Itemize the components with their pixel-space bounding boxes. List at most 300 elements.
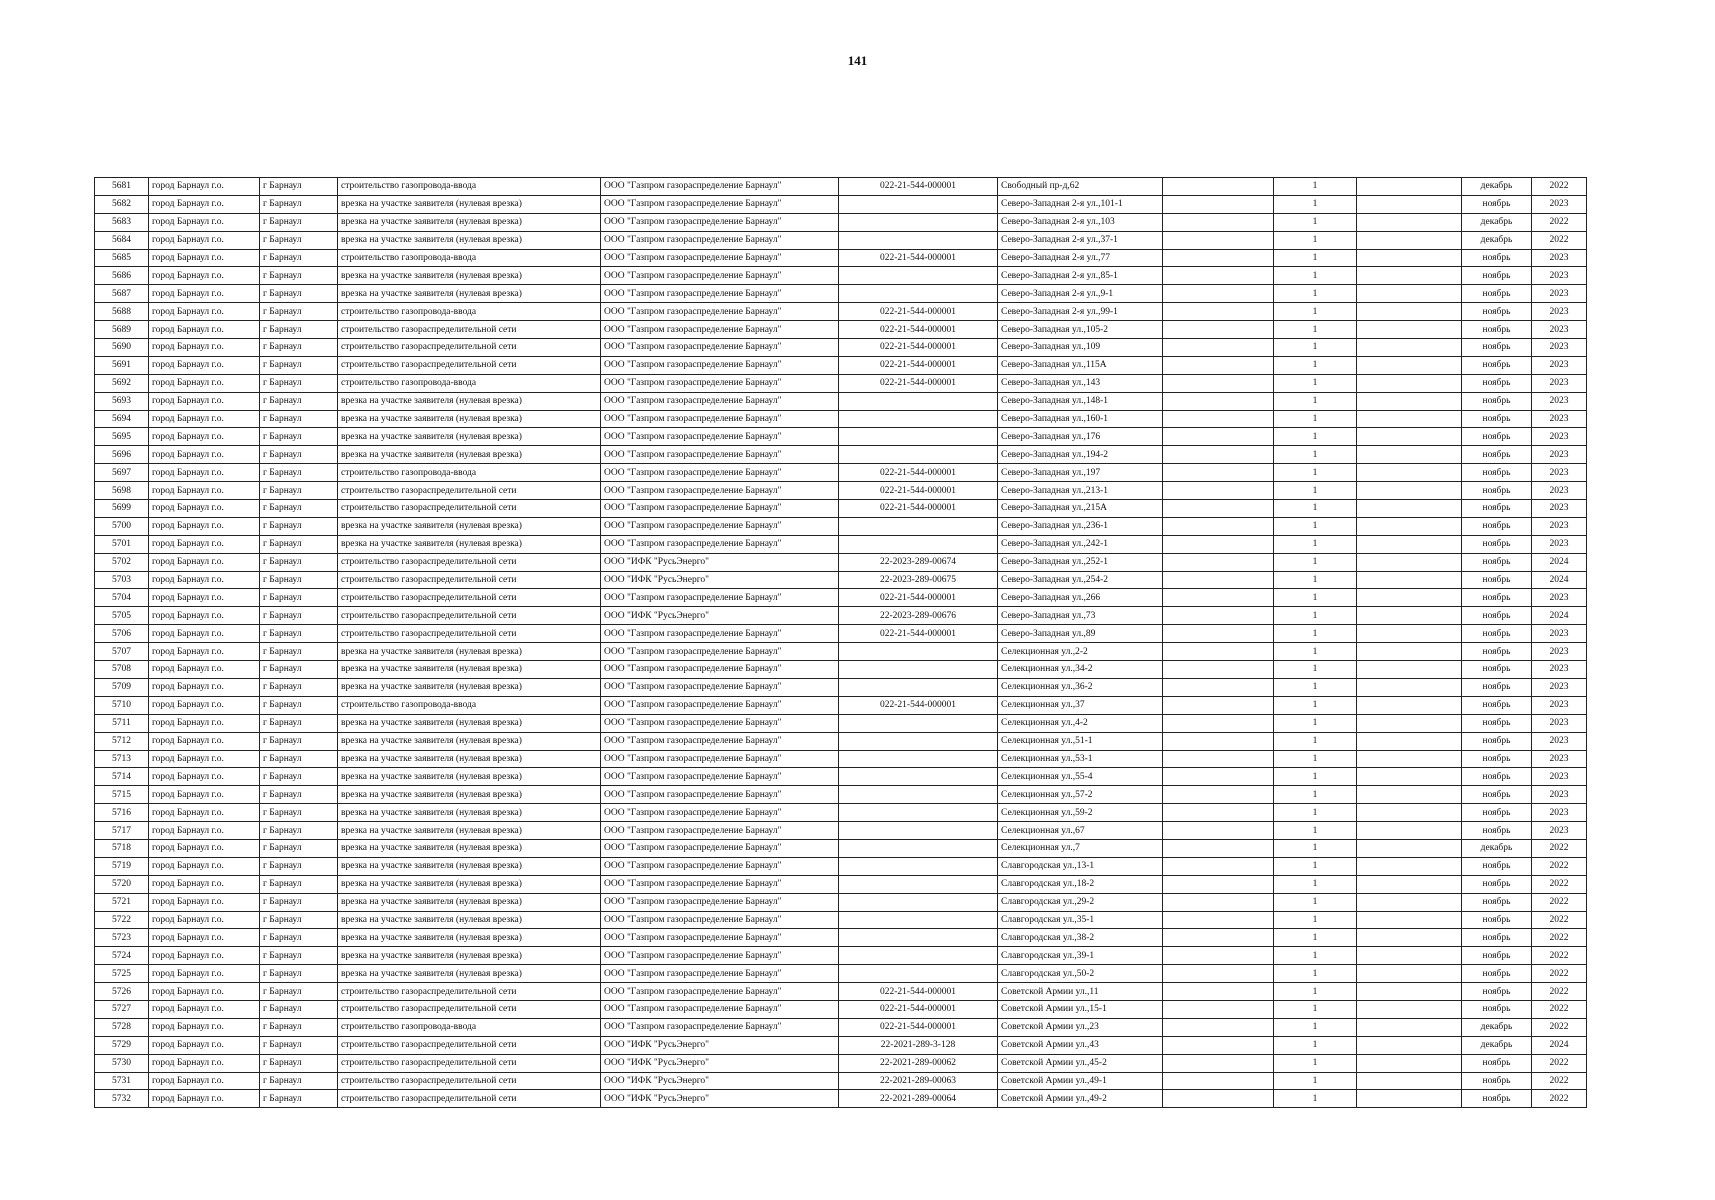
object-count-cell: 1 — [1274, 303, 1357, 321]
completion-year-cell: 2023 — [1532, 517, 1587, 535]
completion-month-cell: ноябрь — [1462, 410, 1532, 428]
work-type-cell: строительство газораспределительной сети — [338, 571, 601, 589]
address-cell: Селекционная ул.,36-2 — [998, 678, 1163, 696]
contract-number-cell: 022-21-544-000001 — [839, 178, 998, 196]
settlement-cell: г Барнаул — [260, 929, 338, 947]
settlement-cell: г Барнаул — [260, 678, 338, 696]
completion-month-cell: ноябрь — [1462, 893, 1532, 911]
municipality-cell: город Барнаул г.о. — [149, 249, 260, 267]
settlement-cell: г Барнаул — [260, 822, 338, 840]
contract-number-cell: 022-21-544-000001 — [839, 696, 998, 714]
work-type-cell: строительство газораспределительной сети — [338, 589, 601, 607]
table-row — [95, 464, 1587, 482]
record-number-cell: 5724 — [95, 947, 149, 965]
organization-cell: ООО "Газпром газораспределение Барнаул" — [601, 213, 839, 231]
contract-number-cell: 022-21-544-000001 — [839, 356, 998, 374]
work-type-cell: строительство газопровода-ввода — [338, 464, 601, 482]
record-number-cell: 5711 — [95, 714, 149, 732]
settlement-cell: г Барнаул — [260, 410, 338, 428]
address-cell: Селекционная ул.,57-2 — [998, 786, 1163, 804]
organization-cell: ООО "ИФК "РусьЭнерго" — [601, 607, 839, 625]
organization-cell: ООО "Газпром газораспределение Барнаул" — [601, 446, 839, 464]
address-cell: Славгородская ул.,38-2 — [998, 929, 1163, 947]
empty-field-cell — [1357, 839, 1462, 857]
address-cell: Северо-Западная ул.,242-1 — [998, 535, 1163, 553]
municipality-cell: город Барнаул г.о. — [149, 410, 260, 428]
municipality-cell: город Барнаул г.о. — [149, 714, 260, 732]
extra-field-cell — [1163, 786, 1274, 804]
object-count-cell: 1 — [1274, 267, 1357, 285]
organization-cell: ООО "Газпром газораспределение Барнаул" — [601, 947, 839, 965]
extra-field-cell — [1163, 929, 1274, 947]
empty-field-cell — [1357, 911, 1462, 929]
completion-year-cell: 2023 — [1532, 750, 1587, 768]
completion-year-cell: 2023 — [1532, 321, 1587, 339]
completion-month-cell: декабрь — [1462, 231, 1532, 249]
contract-number-cell: 22-2023-289-00675 — [839, 571, 998, 589]
object-count-cell: 1 — [1274, 732, 1357, 750]
empty-field-cell — [1357, 321, 1462, 339]
record-number-cell: 5715 — [95, 786, 149, 804]
municipality-cell: город Барнаул г.о. — [149, 446, 260, 464]
municipality-cell: город Барнаул г.о. — [149, 428, 260, 446]
extra-field-cell — [1163, 285, 1274, 303]
completion-year-cell: 2023 — [1532, 822, 1587, 840]
work-type-cell: врезка на участке заявителя (нулевая врезка) — [338, 911, 601, 929]
settlement-cell: г Барнаул — [260, 1090, 338, 1108]
completion-month-cell: ноябрь — [1462, 249, 1532, 267]
organization-cell: ООО "Газпром газораспределение Барнаул" — [601, 1000, 839, 1018]
table-row — [95, 517, 1587, 535]
completion-month-cell: ноябрь — [1462, 553, 1532, 571]
work-type-cell: строительство газораспределительной сети — [338, 1090, 601, 1108]
record-number-cell: 5720 — [95, 875, 149, 893]
address-cell: Славгородская ул.,50-2 — [998, 965, 1163, 983]
work-type-cell: врезка на участке заявителя (нулевая врезка) — [338, 643, 601, 661]
empty-field-cell — [1357, 1000, 1462, 1018]
extra-field-cell — [1163, 231, 1274, 249]
settlement-cell: г Барнаул — [260, 857, 338, 875]
settlement-cell: г Барнаул — [260, 1000, 338, 1018]
contract-number-cell: 022-21-544-000001 — [839, 249, 998, 267]
empty-field-cell — [1357, 965, 1462, 983]
address-cell: Селекционная ул.,37 — [998, 696, 1163, 714]
settlement-cell: г Барнаул — [260, 482, 338, 500]
completion-year-cell: 2023 — [1532, 482, 1587, 500]
extra-field-cell — [1163, 714, 1274, 732]
extra-field-cell — [1163, 732, 1274, 750]
completion-month-cell: ноябрь — [1462, 464, 1532, 482]
completion-month-cell: ноябрь — [1462, 321, 1532, 339]
municipality-cell: город Барнаул г.о. — [149, 643, 260, 661]
completion-month-cell: декабрь — [1462, 178, 1532, 196]
address-cell: Северо-Западная ул.,266 — [998, 589, 1163, 607]
work-type-cell: врезка на участке заявителя (нулевая врезка) — [338, 839, 601, 857]
address-cell: Северо-Западная 2-я ул.,101-1 — [998, 195, 1163, 213]
object-count-cell: 1 — [1274, 500, 1357, 518]
extra-field-cell — [1163, 804, 1274, 822]
table-row — [95, 267, 1587, 285]
table-row — [95, 696, 1587, 714]
settlement-cell: г Барнаул — [260, 625, 338, 643]
extra-field-cell — [1163, 553, 1274, 571]
empty-field-cell — [1357, 625, 1462, 643]
work-type-cell: строительство газораспределительной сети — [338, 482, 601, 500]
address-cell: Северо-Западная 2-я ул.,99-1 — [998, 303, 1163, 321]
table-row — [95, 231, 1587, 249]
address-cell: Северо-Западная ул.,143 — [998, 374, 1163, 392]
work-type-cell: строительство газораспределительной сети — [338, 500, 601, 518]
record-number-cell: 5714 — [95, 768, 149, 786]
extra-field-cell — [1163, 678, 1274, 696]
settlement-cell: г Барнаул — [260, 446, 338, 464]
contract-number-cell — [839, 857, 998, 875]
record-number-cell: 5693 — [95, 392, 149, 410]
work-type-cell: строительство газопровода-ввода — [338, 249, 601, 267]
table-row — [95, 714, 1587, 732]
work-type-cell: строительство газораспределительной сети — [338, 321, 601, 339]
organization-cell: ООО "Газпром газораспределение Барнаул" — [601, 893, 839, 911]
organization-cell: ООО "Газпром газораспределение Барнаул" — [601, 965, 839, 983]
organization-cell: ООО "Газпром газораспределение Барнаул" — [601, 500, 839, 518]
empty-field-cell — [1357, 1018, 1462, 1036]
work-type-cell: врезка на участке заявителя (нулевая врезка) — [338, 947, 601, 965]
extra-field-cell — [1163, 482, 1274, 500]
empty-field-cell — [1357, 589, 1462, 607]
object-count-cell: 1 — [1274, 750, 1357, 768]
settlement-cell: г Барнаул — [260, 732, 338, 750]
completion-year-cell: 2024 — [1532, 571, 1587, 589]
completion-year-cell: 2022 — [1532, 893, 1587, 911]
completion-month-cell: ноябрь — [1462, 1054, 1532, 1072]
object-count-cell: 1 — [1274, 929, 1357, 947]
address-cell: Советской Армии ул.,11 — [998, 983, 1163, 1001]
organization-cell: ООО "Газпром газораспределение Барнаул" — [601, 822, 839, 840]
extra-field-cell — [1163, 1090, 1274, 1108]
empty-field-cell — [1357, 482, 1462, 500]
contract-number-cell: 022-21-544-000001 — [839, 589, 998, 607]
work-type-cell: врезка на участке заявителя (нулевая врезка) — [338, 804, 601, 822]
address-cell: Северо-Западная ул.,254-2 — [998, 571, 1163, 589]
completion-year-cell: 2022 — [1532, 1018, 1587, 1036]
contract-number-cell — [839, 213, 998, 231]
object-count-cell: 1 — [1274, 678, 1357, 696]
contract-number-cell — [839, 768, 998, 786]
completion-month-cell: ноябрь — [1462, 482, 1532, 500]
object-count-cell: 1 — [1274, 1000, 1357, 1018]
table-row — [95, 768, 1587, 786]
extra-field-cell — [1163, 517, 1274, 535]
contract-number-cell — [839, 285, 998, 303]
municipality-cell: город Барнаул г.о. — [149, 965, 260, 983]
empty-field-cell — [1357, 1090, 1462, 1108]
municipality-cell: город Барнаул г.о. — [149, 553, 260, 571]
contract-number-cell — [839, 750, 998, 768]
work-type-cell: строительство газопровода-ввода — [338, 178, 601, 196]
completion-month-cell: ноябрь — [1462, 589, 1532, 607]
extra-field-cell — [1163, 822, 1274, 840]
extra-field-cell — [1163, 1054, 1274, 1072]
table-row — [95, 839, 1587, 857]
record-number-cell: 5704 — [95, 589, 149, 607]
table-row — [95, 947, 1587, 965]
work-type-cell: врезка на участке заявителя (нулевая врезка) — [338, 517, 601, 535]
work-type-cell: врезка на участке заявителя (нулевая врезка) — [338, 392, 601, 410]
settlement-cell: г Барнаул — [260, 428, 338, 446]
address-cell: Северо-Западная ул.,105-2 — [998, 321, 1163, 339]
work-type-cell: врезка на участке заявителя (нулевая врезка) — [338, 678, 601, 696]
completion-year-cell: 2023 — [1532, 768, 1587, 786]
extra-field-cell — [1163, 750, 1274, 768]
address-cell: Северо-Западная ул.,160-1 — [998, 410, 1163, 428]
organization-cell: ООО "Газпром газораспределение Барнаул" — [601, 517, 839, 535]
organization-cell: ООО "Газпром газораспределение Барнаул" — [601, 857, 839, 875]
table-row — [95, 1090, 1587, 1108]
work-type-cell: строительство газораспределительной сети — [338, 553, 601, 571]
table-row — [95, 1072, 1587, 1090]
address-cell: Северо-Западная ул.,215А — [998, 500, 1163, 518]
work-type-cell: строительство газораспределительной сети — [338, 983, 601, 1001]
record-number-cell: 5698 — [95, 482, 149, 500]
organization-cell: ООО "Газпром газораспределение Барнаул" — [601, 303, 839, 321]
municipality-cell: город Барнаул г.о. — [149, 500, 260, 518]
completion-month-cell: ноябрь — [1462, 339, 1532, 357]
settlement-cell: г Барнаул — [260, 535, 338, 553]
contract-number-cell: 22-2021-289-00063 — [839, 1072, 998, 1090]
table-row — [95, 911, 1587, 929]
table-row — [95, 750, 1587, 768]
table-row — [95, 482, 1587, 500]
municipality-cell: город Барнаул г.о. — [149, 231, 260, 249]
municipality-cell: город Барнаул г.о. — [149, 374, 260, 392]
address-cell: Северо-Западная ул.,194-2 — [998, 446, 1163, 464]
table-row — [95, 410, 1587, 428]
settlement-cell: г Барнаул — [260, 947, 338, 965]
extra-field-cell — [1163, 464, 1274, 482]
completion-month-cell: ноябрь — [1462, 983, 1532, 1001]
work-type-cell: строительство газораспределительной сети — [338, 607, 601, 625]
object-count-cell: 1 — [1274, 178, 1357, 196]
work-type-cell: врезка на участке заявителя (нулевая врезка) — [338, 535, 601, 553]
empty-field-cell — [1357, 714, 1462, 732]
settlement-cell: г Барнаул — [260, 714, 338, 732]
completion-month-cell: ноябрь — [1462, 303, 1532, 321]
municipality-cell: город Барнаул г.о. — [149, 786, 260, 804]
table-body — [95, 178, 1587, 1108]
extra-field-cell — [1163, 643, 1274, 661]
municipality-cell: город Барнаул г.о. — [149, 535, 260, 553]
completion-year-cell: 2023 — [1532, 339, 1587, 357]
settlement-cell: г Барнаул — [260, 517, 338, 535]
work-type-cell: строительство газораспределительной сети — [338, 339, 601, 357]
empty-field-cell — [1357, 500, 1462, 518]
address-cell: Селекционная ул.,4-2 — [998, 714, 1163, 732]
address-cell: Северо-Западная ул.,176 — [998, 428, 1163, 446]
extra-field-cell — [1163, 321, 1274, 339]
municipality-cell: город Барнаул г.о. — [149, 571, 260, 589]
address-cell: Северо-Западная ул.,109 — [998, 339, 1163, 357]
settlement-cell: г Барнаул — [260, 178, 338, 196]
record-number-cell: 5685 — [95, 249, 149, 267]
municipality-cell: город Барнаул г.о. — [149, 1054, 260, 1072]
organization-cell: ООО "Газпром газораспределение Барнаул" — [601, 464, 839, 482]
empty-field-cell — [1357, 1054, 1462, 1072]
completion-year-cell: 2022 — [1532, 178, 1587, 196]
extra-field-cell — [1163, 1036, 1274, 1054]
completion-month-cell: ноябрь — [1462, 911, 1532, 929]
completion-month-cell: ноябрь — [1462, 1072, 1532, 1090]
object-count-cell: 1 — [1274, 356, 1357, 374]
municipality-cell: город Барнаул г.о. — [149, 893, 260, 911]
municipality-cell: город Барнаул г.о. — [149, 392, 260, 410]
contract-number-cell: 022-21-544-000001 — [839, 1018, 998, 1036]
settlement-cell: г Барнаул — [260, 500, 338, 518]
contract-number-cell — [839, 267, 998, 285]
settlement-cell: г Барнаул — [260, 285, 338, 303]
municipality-cell: город Барнаул г.о. — [149, 1036, 260, 1054]
contract-number-cell — [839, 822, 998, 840]
address-cell: Северо-Западная ул.,197 — [998, 464, 1163, 482]
table-row — [95, 374, 1587, 392]
work-type-cell: строительство газораспределительной сети — [338, 356, 601, 374]
object-count-cell: 1 — [1274, 213, 1357, 231]
extra-field-cell — [1163, 589, 1274, 607]
record-number-cell: 5699 — [95, 500, 149, 518]
extra-field-cell — [1163, 178, 1274, 196]
table-row — [95, 643, 1587, 661]
address-cell: Северо-Западная 2-я ул.,9-1 — [998, 285, 1163, 303]
extra-field-cell — [1163, 768, 1274, 786]
completion-year-cell: 2023 — [1532, 267, 1587, 285]
work-type-cell: строительство газораспределительной сети — [338, 1054, 601, 1072]
contract-number-cell — [839, 893, 998, 911]
table-row — [95, 678, 1587, 696]
empty-field-cell — [1357, 1072, 1462, 1090]
settlement-cell: г Барнаул — [260, 643, 338, 661]
work-type-cell: врезка на участке заявителя (нулевая врезка) — [338, 428, 601, 446]
contract-number-cell: 022-21-544-000001 — [839, 1000, 998, 1018]
organization-cell: ООО "Газпром газораспределение Барнаул" — [601, 678, 839, 696]
completion-year-cell: 2024 — [1532, 1036, 1587, 1054]
settlement-cell: г Барнаул — [260, 213, 338, 231]
organization-cell: ООО "Газпром газораспределение Барнаул" — [601, 339, 839, 357]
completion-month-cell: ноябрь — [1462, 607, 1532, 625]
object-count-cell: 1 — [1274, 482, 1357, 500]
address-cell: Славгородская ул.,29-2 — [998, 893, 1163, 911]
organization-cell: ООО "Газпром газораспределение Барнаул" — [601, 482, 839, 500]
completion-year-cell: 2022 — [1532, 1072, 1587, 1090]
table-row — [95, 1000, 1587, 1018]
completion-month-cell: ноябрь — [1462, 517, 1532, 535]
table-row — [95, 1054, 1587, 1072]
completion-year-cell: 2023 — [1532, 356, 1587, 374]
record-number-cell: 5688 — [95, 303, 149, 321]
settlement-cell: г Барнаул — [260, 893, 338, 911]
object-count-cell: 1 — [1274, 911, 1357, 929]
record-number-cell: 5682 — [95, 195, 149, 213]
settlement-cell: г Барнаул — [260, 768, 338, 786]
work-type-cell: строительство газораспределительной сети — [338, 625, 601, 643]
completion-year-cell: 2022 — [1532, 231, 1587, 249]
extra-field-cell — [1163, 661, 1274, 679]
settlement-cell: г Барнаул — [260, 607, 338, 625]
address-cell: Советской Армии ул.,23 — [998, 1018, 1163, 1036]
completion-month-cell: ноябрь — [1462, 804, 1532, 822]
completion-year-cell: 2022 — [1532, 911, 1587, 929]
table-row — [95, 875, 1587, 893]
completion-year-cell: 2023 — [1532, 249, 1587, 267]
contract-number-cell: 022-21-544-000001 — [839, 625, 998, 643]
object-count-cell: 1 — [1274, 839, 1357, 857]
object-count-cell: 1 — [1274, 392, 1357, 410]
extra-field-cell — [1163, 1072, 1274, 1090]
work-type-cell: врезка на участке заявителя (нулевая врезка) — [338, 446, 601, 464]
settlement-cell: г Барнаул — [260, 786, 338, 804]
organization-cell: ООО "Газпром газораспределение Барнаул" — [601, 195, 839, 213]
table-row — [95, 500, 1587, 518]
empty-field-cell — [1357, 607, 1462, 625]
record-number-cell: 5690 — [95, 339, 149, 357]
work-type-cell: врезка на участке заявителя (нулевая врезка) — [338, 822, 601, 840]
contract-number-cell: 22-2023-289-00676 — [839, 607, 998, 625]
contract-number-cell: 22-2023-289-00674 — [839, 553, 998, 571]
address-cell: Северо-Западная ул.,73 — [998, 607, 1163, 625]
work-type-cell: врезка на участке заявителя (нулевая врезка) — [338, 732, 601, 750]
record-number-cell: 5694 — [95, 410, 149, 428]
municipality-cell: город Барнаул г.о. — [149, 589, 260, 607]
contract-number-cell — [839, 517, 998, 535]
address-cell: Славгородская ул.,39-1 — [998, 947, 1163, 965]
table-row — [95, 1018, 1587, 1036]
organization-cell: ООО "Газпром газораспределение Барнаул" — [601, 249, 839, 267]
record-number-cell: 5701 — [95, 535, 149, 553]
completion-year-cell: 2022 — [1532, 1054, 1587, 1072]
extra-field-cell — [1163, 857, 1274, 875]
settlement-cell: г Барнаул — [260, 983, 338, 1001]
work-type-cell: строительство газораспределительной сети — [338, 1036, 601, 1054]
table-row — [95, 1036, 1587, 1054]
table-row — [95, 732, 1587, 750]
completion-year-cell: 2022 — [1532, 875, 1587, 893]
object-count-cell: 1 — [1274, 947, 1357, 965]
organization-cell: ООО "Газпром газораспределение Барнаул" — [601, 392, 839, 410]
organization-cell: ООО "ИФК "РусьЭнерго" — [601, 1072, 839, 1090]
contract-number-cell: 22-2021-289-00064 — [839, 1090, 998, 1108]
completion-year-cell: 2023 — [1532, 625, 1587, 643]
table-row — [95, 786, 1587, 804]
table-row — [95, 929, 1587, 947]
work-type-cell: врезка на участке заявителя (нулевая врезка) — [338, 875, 601, 893]
municipality-cell: город Барнаул г.о. — [149, 195, 260, 213]
address-cell: Северо-Западная 2-я ул.,103 — [998, 213, 1163, 231]
organization-cell: ООО "Газпром газораспределение Барнаул" — [601, 696, 839, 714]
work-type-cell: врезка на участке заявителя (нулевая врезка) — [338, 893, 601, 911]
empty-field-cell — [1357, 374, 1462, 392]
organization-cell: ООО "Газпром газораспределение Барнаул" — [601, 374, 839, 392]
object-count-cell: 1 — [1274, 553, 1357, 571]
address-cell: Северо-Западная 2-я ул.,77 — [998, 249, 1163, 267]
municipality-cell: город Барнаул г.о. — [149, 517, 260, 535]
table-row — [95, 392, 1587, 410]
organization-cell: ООО "Газпром газораспределение Барнаул" — [601, 356, 839, 374]
object-count-cell: 1 — [1274, 374, 1357, 392]
contract-number-cell — [839, 195, 998, 213]
work-type-cell: врезка на участке заявителя (нулевая врезка) — [338, 857, 601, 875]
record-number-cell: 5727 — [95, 1000, 149, 1018]
object-count-cell: 1 — [1274, 1054, 1357, 1072]
completion-month-cell: ноябрь — [1462, 428, 1532, 446]
completion-year-cell: 2023 — [1532, 786, 1587, 804]
